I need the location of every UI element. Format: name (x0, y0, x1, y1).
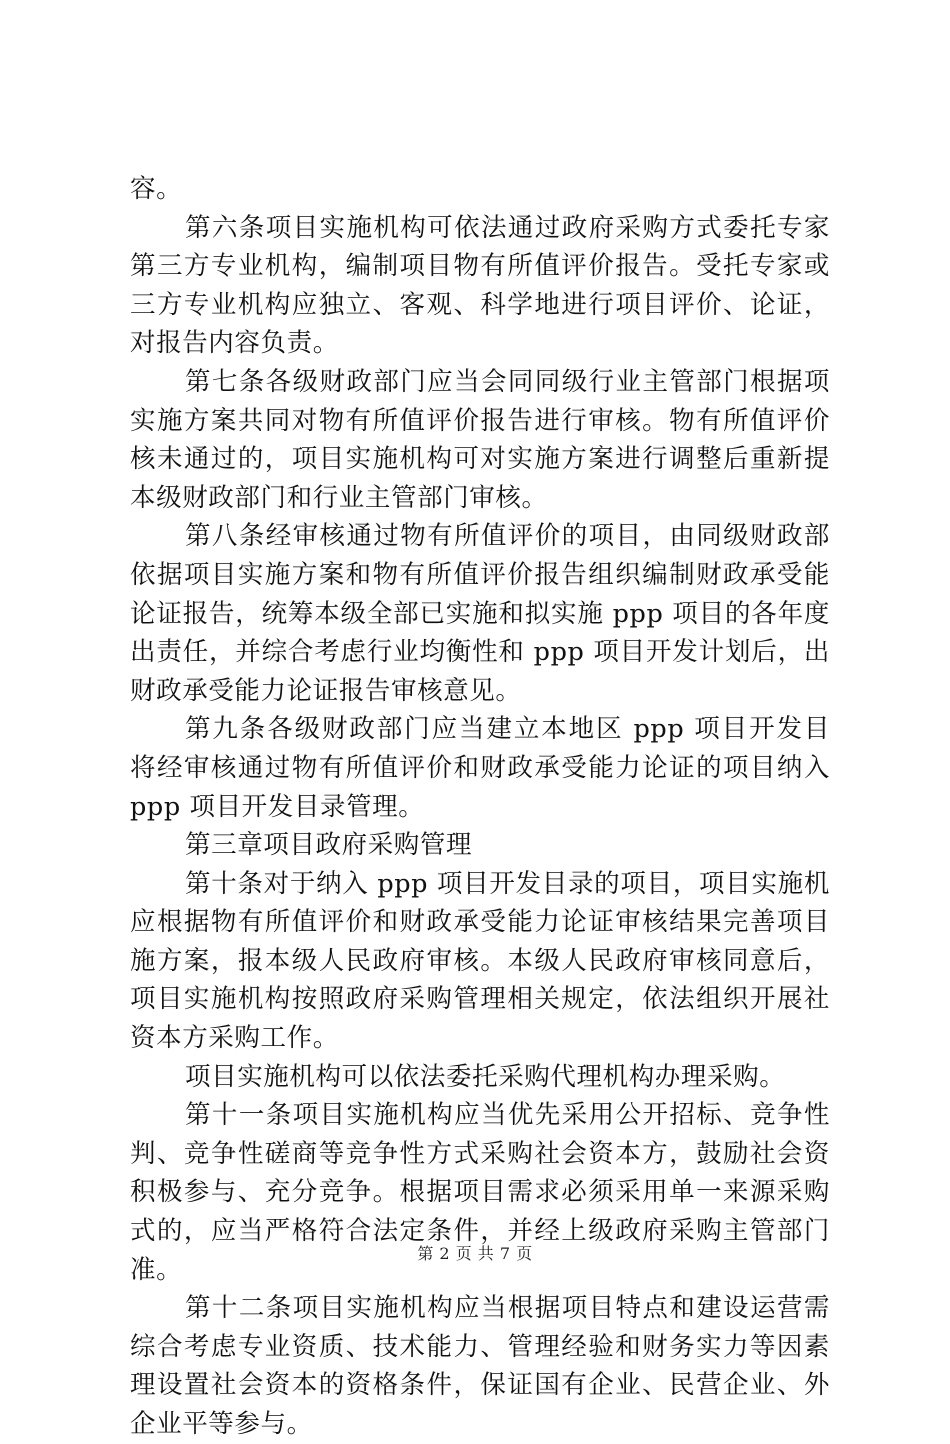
text-line: 第七条各级财政部门应当会同同级行业主管部门根据项 (185, 366, 830, 397)
text-line: 项目实施机构按照政府采购管理相关规定，依法组织开展社 (130, 984, 830, 1015)
text-line: ppp 项目开发目录管理。 (130, 791, 425, 822)
text-line: 综合考虑专业资质、技术能力、管理经验和财务实力等因素 (130, 1331, 830, 1362)
text-line: 积极参与、充分竞争。根据项目需求必须采用单一来源采购 (130, 1177, 830, 1208)
text-line: 应根据物有所值评价和财政承受能力论证审核结果完善项目 (130, 907, 830, 938)
text-line: 资本方采购工作。 (130, 1023, 339, 1054)
text-line: 依据项目实施方案和物有所值评价报告组织编制财政承受能 (130, 559, 830, 590)
text-line: 第十条对于纳入 ppp 项目开发目录的项目，项目实施机 (185, 868, 830, 899)
text-line: 判、竞争性磋商等竞争性方式采购社会资本方，鼓励社会资 (130, 1138, 830, 1169)
text-line: 第三方专业机构，编制项目物有所值评价报告。受托专家或 (130, 251, 830, 282)
text-line: 本级财政部门和行业主管部门审核。 (130, 482, 548, 513)
page-footer: 第 2 页 共 7 页 (417, 1244, 533, 1263)
text-line: 第三章项目政府采购管理 (185, 830, 473, 861)
text-line: 第十一条项目实施机构应当优先采用公开招标、竞争性 (185, 1100, 830, 1131)
text-line: 三方专业机构应独立、客观、科学地进行项目评价、论证， (130, 289, 830, 320)
text-line: 容。 (130, 174, 183, 204)
text-line: 核未通过的，项目实施机构可对实施方案进行调整后重新提 (130, 444, 830, 475)
text-line: 第九条各级财政部门应当建立本地区 ppp 项目开发目 (185, 714, 830, 745)
text-line: 实施方案共同对物有所值评价报告进行审核。物有所值评价 (130, 405, 830, 436)
text-line: 第六条项目实施机构可依法通过政府采购方式委托专家 (185, 212, 830, 243)
text-line: 将经审核通过物有所值评价和财政承受能力论证的项目纳入 (130, 752, 830, 783)
text-line: 施方案，报本级人民政府审核。本级人民政府审核同意后， (130, 945, 830, 976)
text-line: 项目实施机构可以依法委托采购代理机构办理采购。 (185, 1061, 786, 1092)
text-line: 财政承受能力论证报告审核意见。 (130, 675, 522, 706)
text-line: 理设置社会资本的资格条件，保证国有企业、民营企业、外 (130, 1370, 830, 1401)
text-line: 第八条经审核通过物有所值评价的项目，由同级财政部 (185, 521, 830, 552)
text-line: 对报告内容负责。 (130, 328, 339, 359)
text-line: 出责任，并综合考虑行业均衡性和 ppp 项目开发计划后，出 (130, 637, 830, 668)
text-line: 企业平等参与。 (130, 1409, 313, 1439)
text-line: 式的，应当严格符合法定条件，并经上级政府采购主管部门 (130, 1216, 830, 1247)
text-line: 第十二条项目实施机构应当根据项目特点和建设运营需 (185, 1293, 830, 1324)
text-line: 论证报告，统筹本级全部已实施和拟实施 ppp 项目的各年度 (130, 598, 830, 629)
text-line: 准。 (130, 1254, 183, 1285)
